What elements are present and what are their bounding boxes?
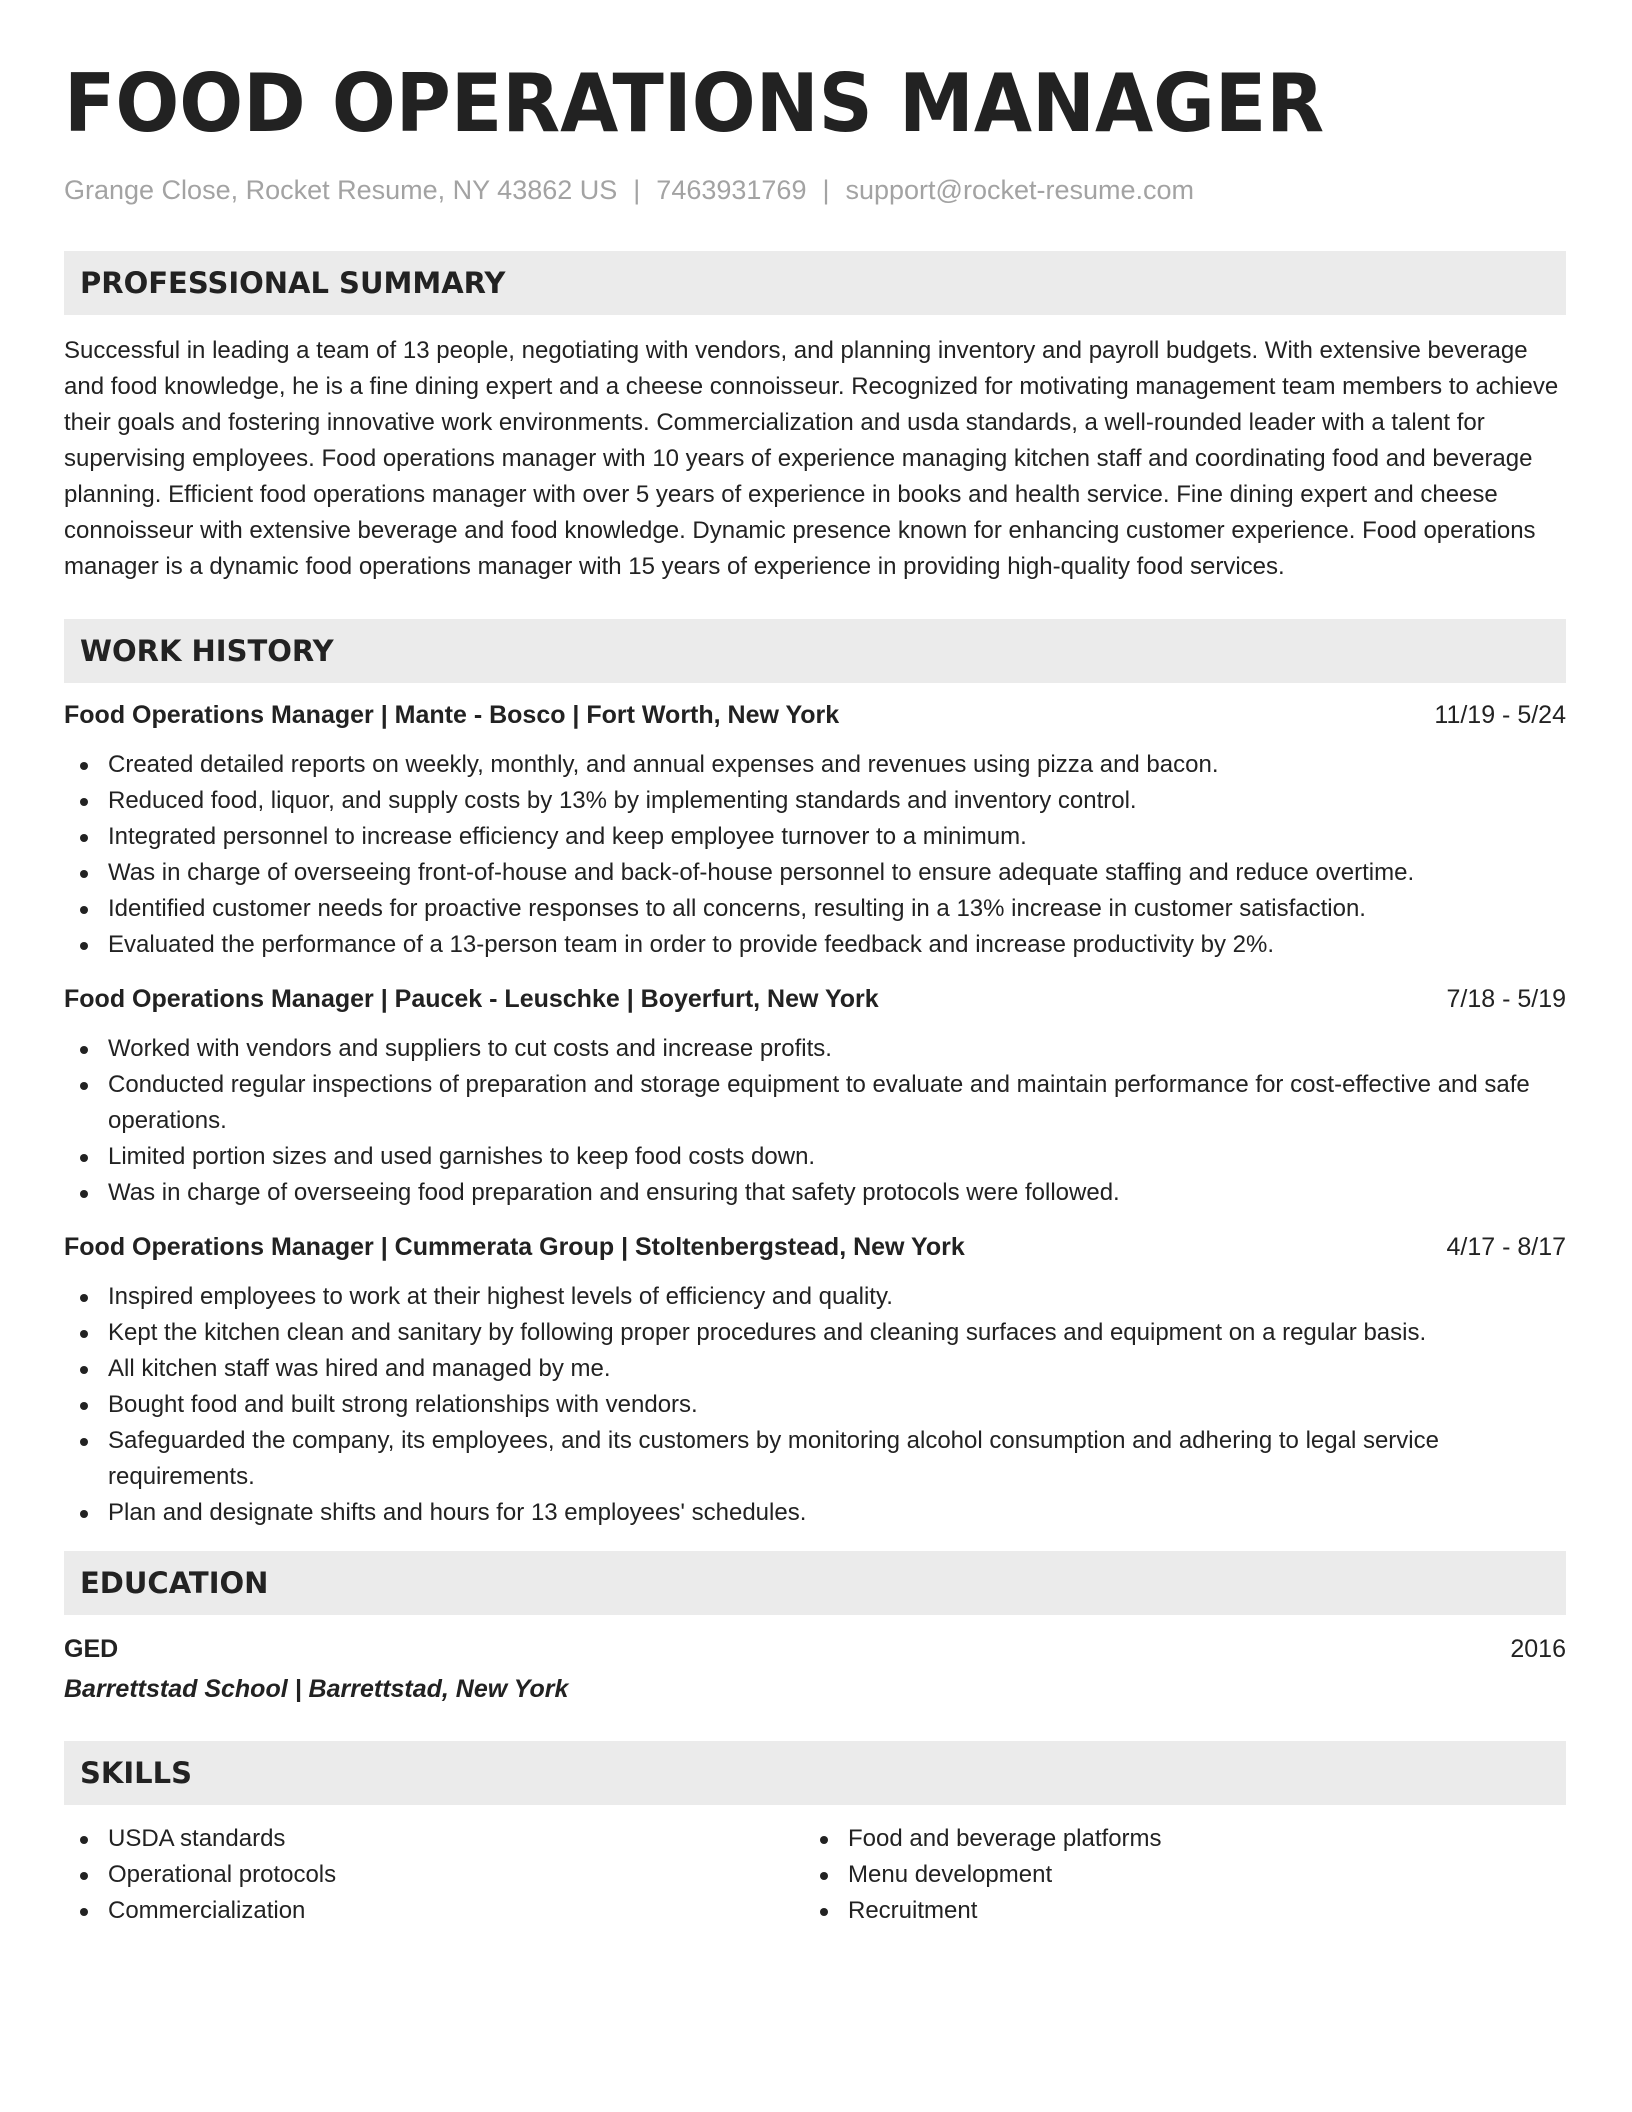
list-item: Worked with vendors and suppliers to cut costs and increase profits. xyxy=(64,1031,1566,1067)
list-item: All kitchen staff was hired and managed by me. xyxy=(64,1351,1566,1387)
job-dates: 4/17 - 8/17 xyxy=(1446,1233,1566,1261)
contact-email: support@rocket-resume.com xyxy=(845,175,1195,205)
job-bullets xyxy=(64,1279,1566,1531)
job-title: Food Operations Manager | Cummerata Group | Stoltenbergstead, New York xyxy=(64,1233,965,1261)
list-item: Evaluated the performance of a 13-person team in order to provide feedback and increase productivity by 2%. xyxy=(64,927,1566,963)
skills-column-right xyxy=(804,1821,1544,1929)
skill-item: Commercialization xyxy=(64,1893,804,1929)
contact-separator: | xyxy=(633,175,641,205)
job-dates: 11/19 - 5/24 xyxy=(1434,701,1566,729)
education-year: 2016 xyxy=(1510,1635,1566,1663)
list-item: Integrated personnel to increase efficiency and keep employee turnover to a minimum. xyxy=(64,819,1566,855)
list-item: Conducted regular inspections of preparation and storage equipment to evaluate and maintain performance for cost-effective and safe operations. xyxy=(64,1067,1566,1139)
list-item: Reduced food, liquor, and supply costs by 13% by implementing standards and inventory control. xyxy=(64,783,1566,819)
skill-item: Operational protocols xyxy=(64,1857,804,1893)
education-degree: GED xyxy=(64,1635,119,1663)
skill-item: Recruitment xyxy=(804,1893,1544,1929)
skill-item: USDA standards xyxy=(64,1821,804,1857)
list-item: Limited portion sizes and used garnishes to keep food costs down. xyxy=(64,1139,1566,1175)
job-title: Food Operations Manager | Paucek - Leuschke | Boyerfurt, New York xyxy=(64,985,879,1013)
list-item: Inspired employees to work at their highest levels of efficiency and quality. xyxy=(64,1279,1566,1315)
job-title: Food Operations Manager | Mante - Bosco | Fort Worth, New York xyxy=(64,701,840,729)
list-item: Created detailed reports on weekly, monthly, and annual expenses and revenues using pizza and bacon. xyxy=(64,747,1566,783)
skills-column-left xyxy=(64,1821,804,1929)
list-item: Was in charge of overseeing front-of-house and back-of-house personnel to ensure adequate staffing and reduce overtime. xyxy=(64,855,1566,891)
list-item: Safeguarded the company, its employees, and its customers by monitoring alcohol consumption and adhering to legal service requirements. xyxy=(64,1423,1566,1495)
job-entry xyxy=(64,981,1566,1211)
section-heading-education: EDUCATION xyxy=(64,1551,1566,1615)
education-header xyxy=(64,1631,1566,1667)
skill-item: Food and beverage platforms xyxy=(804,1821,1544,1857)
section-heading-summary: PROFESSIONAL SUMMARY xyxy=(64,251,1566,315)
contact-address: Grange Close, Rocket Resume, NY 43862 US xyxy=(64,175,618,205)
section-heading-skills: SKILLS xyxy=(64,1741,1566,1805)
list-item: Was in charge of overseeing food preparation and ensuring that safety protocols were followed. xyxy=(64,1175,1566,1211)
job-bullets xyxy=(64,1031,1566,1211)
job-entry xyxy=(64,1229,1566,1531)
skills-list xyxy=(64,1821,1566,1929)
candidate-name: FOOD OPERATIONS MANAGER xyxy=(64,57,1325,150)
job-header xyxy=(64,981,1566,1017)
education-school: Barrettstad School | Barrettstad, New York xyxy=(64,1675,569,1703)
list-item: Plan and designate shifts and hours for 13 employees' schedules. xyxy=(64,1495,1566,1531)
job-header xyxy=(64,697,1566,733)
list-item: Identified customer needs for proactive responses to all concerns, resulting in a 13% increase in customer satisfaction. xyxy=(64,891,1566,927)
contact-phone: 7463931769 xyxy=(656,175,807,205)
job-header xyxy=(64,1229,1566,1265)
job-entry xyxy=(64,697,1566,963)
skill-item: Menu development xyxy=(804,1857,1544,1893)
job-bullets xyxy=(64,747,1566,963)
summary-text: Successful in leading a team of 13 people, negotiating with vendors, and planning inventory and payroll budgets. With extensive beverage and food knowledge, he is a fine dining expert and a cheese connoisseur. Recognized for motivating management team members to achieve their goals and fostering innovative work environments. Commercialization and usda standards, a well-rounded leader with a talent for supervising employees. Food operations manager with 10 years of experience managing kitchen staff and coordinating food and beverage planning. Efficient food operations manager with over 5 years of experience in books and health service. Fine dining expert and cheese connoisseur with extensive beverage and food knowledge. Dynamic presence known for enhancing customer experience. Food operations manager is a dynamic food operations manager with 15 years of experience in providing high-quality food services. xyxy=(64,337,1559,580)
list-item: Bought food and built strong relationships with vendors. xyxy=(64,1387,1566,1423)
job-dates: 7/18 - 5/19 xyxy=(1446,985,1566,1013)
resume-page xyxy=(64,58,1566,1929)
contact-line xyxy=(64,172,1566,208)
list-item: Kept the kitchen clean and sanitary by following proper procedures and cleaning surfaces and equipment on a regular basis. xyxy=(64,1315,1566,1351)
section-heading-work-history: WORK HISTORY xyxy=(64,619,1566,683)
contact-separator: | xyxy=(822,175,830,205)
